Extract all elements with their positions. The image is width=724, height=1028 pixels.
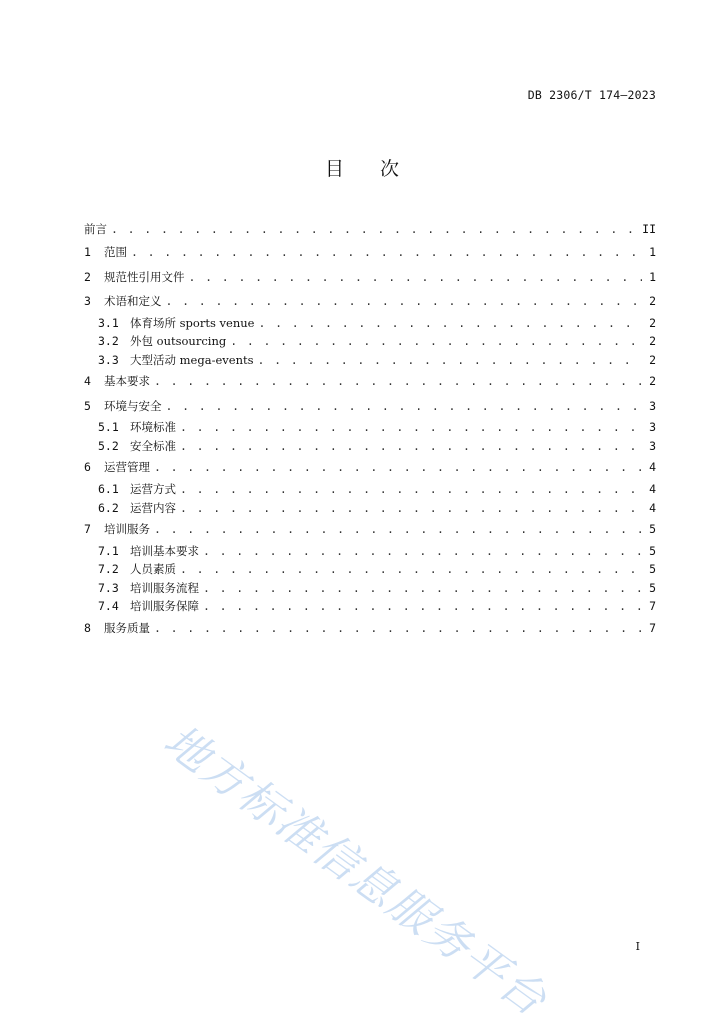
- toc-entry-page: 4: [649, 460, 656, 475]
- toc-subentry[interactable]: [84, 499, 656, 518]
- leader-dots: [154, 616, 642, 641]
- toc-entry-number: 2: [84, 269, 91, 284]
- toc-subentry[interactable]: [84, 437, 656, 456]
- toc-entry-number: 1: [84, 245, 91, 259]
- toc-entry-number: 6.2: [98, 500, 119, 515]
- toc-entry-page: 2: [649, 334, 656, 349]
- leader-dots: [154, 369, 642, 394]
- toc-entry-page: 3: [649, 398, 656, 413]
- toc-subentry[interactable]: [84, 332, 656, 351]
- toc-entry[interactable]: [84, 394, 656, 419]
- toc-entry-page: 2: [649, 315, 656, 330]
- toc-entry-number: 3: [84, 294, 91, 308]
- toc-entry-number: 7: [84, 522, 91, 537]
- toc-entry-label: 体育场所 sports venue: [130, 315, 255, 330]
- toc-entry-page: 2: [649, 374, 656, 389]
- toc-entry-label: 运营方式: [130, 481, 176, 496]
- toc-entry-number: 5: [84, 398, 91, 413]
- toc-title: [0, 154, 724, 181]
- toc-subentry[interactable]: [84, 542, 656, 561]
- toc-entry-number: 3.1: [98, 315, 119, 330]
- toc-subentry[interactable]: [84, 314, 656, 333]
- toc-entry-label: 术语和定义: [104, 294, 162, 308]
- toc-entry-number: 5.1: [98, 420, 119, 435]
- leader-dots: [180, 418, 642, 437]
- toc-entry-number: 7.2: [98, 562, 119, 577]
- toc-entry-label: 人员素质: [130, 562, 176, 577]
- toc-entry-label: 环境与安全: [104, 398, 162, 413]
- toc-entry-page: 4: [649, 500, 656, 515]
- toc-title-part1: 目: [324, 158, 344, 180]
- toc-entry-page: 7: [649, 621, 656, 636]
- toc-entry[interactable]: [84, 616, 656, 641]
- toc-subentry[interactable]: [84, 597, 656, 616]
- leader-dots: [230, 332, 642, 351]
- toc-entry-number: 6.1: [98, 481, 119, 496]
- leader-dots: [203, 597, 642, 616]
- leader-dots: [111, 218, 638, 240]
- toc-entry-label: 培训基本要求: [130, 543, 199, 558]
- toc-subentry[interactable]: [84, 351, 656, 370]
- toc-entry-page: 5: [649, 562, 656, 577]
- toc-entry-number: 7.3: [98, 580, 119, 595]
- toc-entry-label: 范围: [104, 245, 127, 259]
- leader-dots: [166, 289, 643, 314]
- toc-entry-number: 8: [84, 621, 91, 636]
- toc-entry-label: 大型活动 mega-events: [130, 352, 254, 367]
- table-of-contents: [84, 218, 656, 641]
- toc-entry-page: 4: [649, 481, 656, 496]
- toc-entry-number: 5.2: [98, 438, 119, 453]
- leader-dots: [203, 542, 642, 561]
- toc-entry-page: 5: [649, 543, 656, 558]
- toc-entry-number: 7.4: [98, 599, 119, 614]
- toc-entry-label: 运营管理: [104, 460, 150, 475]
- toc-entry-label: 外包 outsourcing: [130, 334, 227, 349]
- leader-dots: [180, 560, 642, 579]
- toc-entry-page: 7: [649, 599, 656, 614]
- leader-dots: [203, 579, 642, 598]
- toc-entry-label: 培训服务: [104, 522, 150, 537]
- toc-subentry[interactable]: [84, 560, 656, 579]
- toc-entry[interactable]: [84, 289, 656, 314]
- toc-entry-page: 3: [649, 438, 656, 453]
- toc-entry[interactable]: [84, 265, 656, 290]
- toc-entry-label: 环境标准: [130, 420, 176, 435]
- toc-entry-label: 培训服务流程: [130, 580, 199, 595]
- toc-entry-label: 基本要求: [104, 374, 150, 389]
- toc-title-part2: 次: [380, 158, 400, 180]
- toc-entry-page: 2: [649, 294, 656, 308]
- toc-entry-label: 安全标准: [130, 438, 176, 453]
- toc-entry-page: 5: [649, 522, 656, 537]
- leader-dots: [180, 499, 642, 518]
- leader-dots: [180, 437, 642, 456]
- leader-dots: [154, 455, 642, 480]
- toc-entry[interactable]: [84, 517, 656, 542]
- page-number: I: [635, 940, 640, 953]
- toc-entry-number: 3.2: [98, 334, 119, 349]
- toc-subentry[interactable]: [84, 480, 656, 499]
- toc-entry-label: 培训服务保障: [130, 599, 199, 614]
- toc-entry-label: 运营内容: [130, 500, 176, 515]
- toc-entry-number: 3.3: [98, 352, 119, 367]
- toc-entry-number: 7.1: [98, 543, 119, 558]
- leader-dots: [258, 351, 642, 370]
- leader-dots: [189, 265, 643, 290]
- leader-dots: [258, 314, 642, 333]
- leader-dots: [180, 480, 642, 499]
- toc-subentry[interactable]: [84, 579, 656, 598]
- toc-entry-label: 服务质量: [104, 621, 150, 636]
- toc-entry-number: 6: [84, 460, 91, 475]
- toc-entry-page: 1: [649, 245, 656, 259]
- toc-entry-page: 1: [649, 269, 656, 284]
- toc-entry-label: 规范性引用文件: [104, 269, 185, 284]
- toc-subentry[interactable]: [84, 418, 656, 437]
- toc-entry-label: 前言: [84, 222, 107, 236]
- toc-entry[interactable]: [84, 455, 656, 480]
- toc-entry-number: 4: [84, 374, 91, 389]
- leader-dots: [154, 517, 642, 542]
- leader-dots: [131, 240, 642, 265]
- toc-entry-page: 3: [649, 420, 656, 435]
- leader-dots: [166, 394, 643, 419]
- toc-entry-page: 5: [649, 580, 656, 595]
- watermark: 地方标准信息服务平台: [154, 715, 557, 1027]
- toc-entry-page: II: [642, 222, 656, 236]
- toc-entry-page: 2: [649, 352, 656, 367]
- toc-entry[interactable]: [84, 240, 656, 265]
- toc-entry[interactable]: [84, 369, 656, 394]
- document-code: DB 2306/T 174—2023: [527, 88, 656, 102]
- toc-entry[interactable]: [84, 218, 656, 240]
